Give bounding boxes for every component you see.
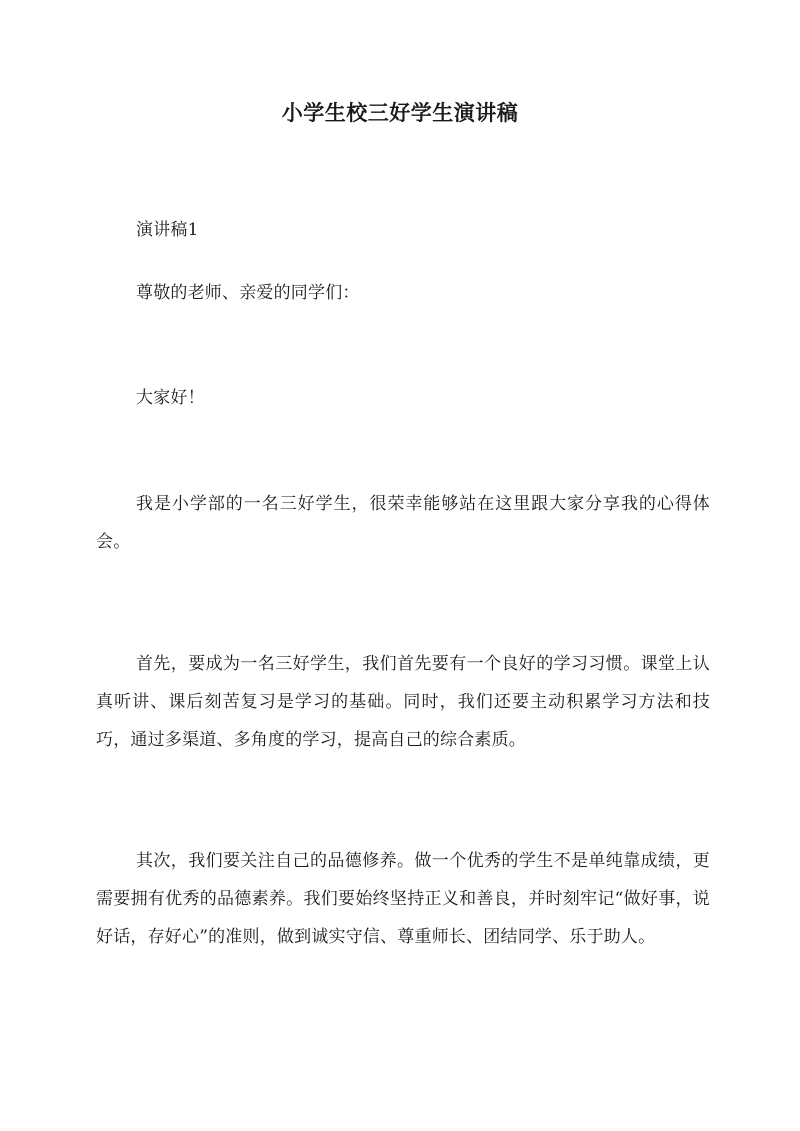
moral-character-paragraph: 其次，我们要关注自己的品德修养。做一个优秀的学生不是单纯靠成绩，更需要拥有优秀的品德素养。我们要始终坚持正义和善良，并时刻牢记“做好事，说好话，存好心”的准则，做到诚实守信、尊重师长、团结同学、乐于助人。 [96,851,710,947]
salutation-paragraph: 尊敬的老师、亲爱的同学们： [136,283,360,303]
intro-paragraph: 我是小学部的一名三好学生，很荣幸能够站在这里跟大家分享我的心得体会。 [96,494,710,552]
greeting-paragraph: 大家好！ [136,388,205,408]
speech-heading: 演讲稿1 [136,220,199,240]
document-title: 小学生校三好学生演讲稿 [281,100,519,125]
study-habits-paragraph: 首先，要成为一名三好学生，我们首先要有一个良好的学习习惯。课堂上认真听讲、课后刻苦复习是学习的基础。同时，我们还要主动积累学习方法和技巧，通过多渠道、多角度的学习，提高自己的综合素质。 [96,654,710,750]
